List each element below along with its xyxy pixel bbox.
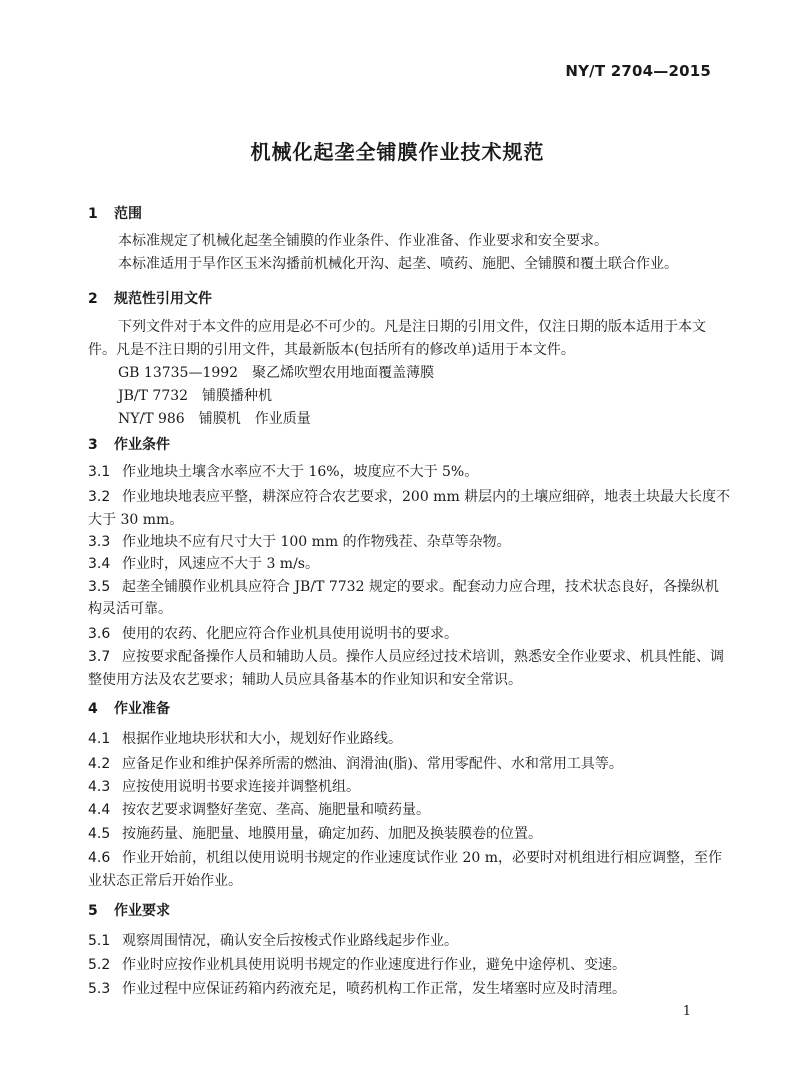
- section-heading: [88, 698, 170, 718]
- clause-text: 作业地块土壤含水率应不大于 16%，坡度应不大于 5%。: [122, 464, 479, 480]
- clause-continuation: 构灵活可靠。: [88, 601, 172, 617]
- standard-code: NY/T 2704—2015: [565, 62, 711, 80]
- clause-number: 3.5: [88, 579, 111, 595]
- clause-3-6: [88, 623, 712, 646]
- clause-text: 按施药量、施肥量、地膜用量，确定加药、加肥及换装膜卷的位置。: [122, 826, 542, 842]
- page-number: 1: [682, 1004, 691, 1019]
- clause-number: 5.2: [88, 957, 111, 973]
- clause-3-7: [88, 646, 724, 669]
- clause-number: 4.4: [88, 802, 111, 818]
- clause-text: 作业时应按作业机具使用说明书规定的作业速度进行作业，避免中途停机、变速。: [122, 957, 626, 973]
- clause-number: 5.1: [88, 933, 111, 949]
- reference-item: GB 13735—1992 聚乙烯吹塑农用地面覆盖薄膜: [118, 365, 435, 381]
- clause-3-3: [88, 531, 712, 554]
- clause-number: 3.2: [88, 489, 111, 505]
- section-heading: [88, 434, 170, 454]
- section-title: 作业要求: [114, 903, 170, 919]
- clause-3-2: [88, 486, 731, 509]
- section-number: 3: [88, 437, 98, 453]
- clause-number: 3.4: [88, 556, 111, 572]
- section-number: 2: [88, 291, 98, 307]
- reference-item: JB/T 7732 铺膜播种机: [118, 388, 273, 404]
- section-heading: [88, 203, 142, 223]
- clause-4-5: [88, 823, 712, 846]
- clause-number: 4.1: [88, 731, 111, 747]
- section-title: 规范性引用文件: [114, 291, 212, 307]
- clause-text: 应按要求配备操作人员和辅助人员。操作人员应经过技术培训，熟悉安全作业要求、机具性能、调: [122, 649, 724, 665]
- section-heading: [88, 288, 212, 308]
- document-title: 机械化起垄全铺膜作业技术规范: [250, 140, 545, 164]
- paragraph: 本标准适用于旱作区玉米沟播前机械化开沟、起垄、喷药、施肥、全铺膜和覆土联合作业。: [118, 256, 678, 272]
- paragraph: 本标准规定了机械化起垄全铺膜的作业条件、作业准备、作业要求和安全要求。: [118, 233, 608, 249]
- clause-number: 3.3: [88, 534, 111, 550]
- clause-continuation: 业状态正常后开始作业。: [88, 873, 242, 889]
- clause-3-5: [88, 576, 719, 599]
- clause-text: 作业开始前，机组以使用说明书规定的作业速度试作业 20 m，必要时对机组进行相应调整，至作: [122, 850, 722, 866]
- clause-text: 起垄全铺膜作业机具应符合 JB/T 7732 规定的要求。配套动力应合理，技术状态良好，各操纵机: [122, 579, 719, 595]
- clause-4-4: [88, 799, 712, 822]
- clause-text: 作业地块不应有尺寸大于 100 mm 的作物残茬、杂草等杂物。: [122, 534, 511, 550]
- clause-number: 4.3: [88, 779, 111, 795]
- clause-text: 应备足作业和维护保养所需的燃油、润滑油(脂)、常用零配件、水和常用工具等。: [122, 756, 623, 772]
- clause-5-2: [88, 954, 712, 977]
- clause-continuation: 整使用方法及农艺要求；辅助人员应具备基本的作业知识和安全常识。: [88, 672, 522, 688]
- clause-number: 4.2: [88, 756, 111, 772]
- clause-text: 作业过程中应保证药箱内药液充足，喷药机构工作正常，发生堵塞时应及时清理。: [122, 981, 626, 997]
- clause-number: 5.3: [88, 981, 111, 997]
- section-title: 范围: [114, 206, 142, 222]
- clause-text: 应按使用说明书要求连接并调整机组。: [122, 779, 360, 795]
- clause-text: 根据作业地块形状和大小，规划好作业路线。: [122, 731, 402, 747]
- clause-4-6: [88, 847, 722, 870]
- clause-5-1: [88, 930, 712, 953]
- reference-item: NY/T 986 铺膜机 作业质量: [118, 411, 311, 427]
- clause-4-3: [88, 776, 712, 799]
- clause-5-3: [88, 978, 712, 1001]
- section-number: 5: [88, 903, 98, 919]
- clause-number: 3.6: [88, 626, 111, 642]
- clause-number: 4.6: [88, 850, 111, 866]
- clause-text: 使用的农药、化肥应符合作业机具使用说明书的要求。: [122, 626, 458, 642]
- paragraph: 件。凡是不注日期的引用文件，其最新版本(包括所有的修改单)适用于本文件。: [88, 342, 575, 358]
- clause-4-2: [88, 753, 712, 776]
- section-heading: [88, 900, 170, 920]
- clause-number: 4.5: [88, 826, 111, 842]
- clause-text: 按农艺要求调整好垄宽、垄高、施肥量和喷药量。: [122, 802, 430, 818]
- clause-text: 作业地块地表应平整，耕深应符合农艺要求，200 mm 耕层内的土壤应细碎，地表土块最大长度不: [122, 489, 731, 505]
- section-title: 作业准备: [114, 701, 170, 717]
- clause-text: 观察周围情况，确认安全后按梭式作业路线起步作业。: [122, 933, 458, 949]
- section-number: 1: [88, 206, 98, 222]
- section-number: 4: [88, 701, 98, 717]
- paragraph: 下列文件对于本文件的应用是必不可少的。凡是注日期的引用文件，仅注日期的版本适用于本文: [118, 319, 706, 335]
- section-title: 作业条件: [114, 437, 170, 453]
- clause-3-4: [88, 553, 712, 576]
- clause-3-1: [88, 461, 712, 484]
- clause-4-1: [88, 728, 712, 751]
- clause-number: 3.1: [88, 464, 111, 480]
- clause-continuation: 大于 30 mm。: [88, 512, 184, 528]
- clause-text: 作业时，风速应不大于 3 m/s。: [122, 556, 319, 572]
- clause-number: 3.7: [88, 649, 111, 665]
